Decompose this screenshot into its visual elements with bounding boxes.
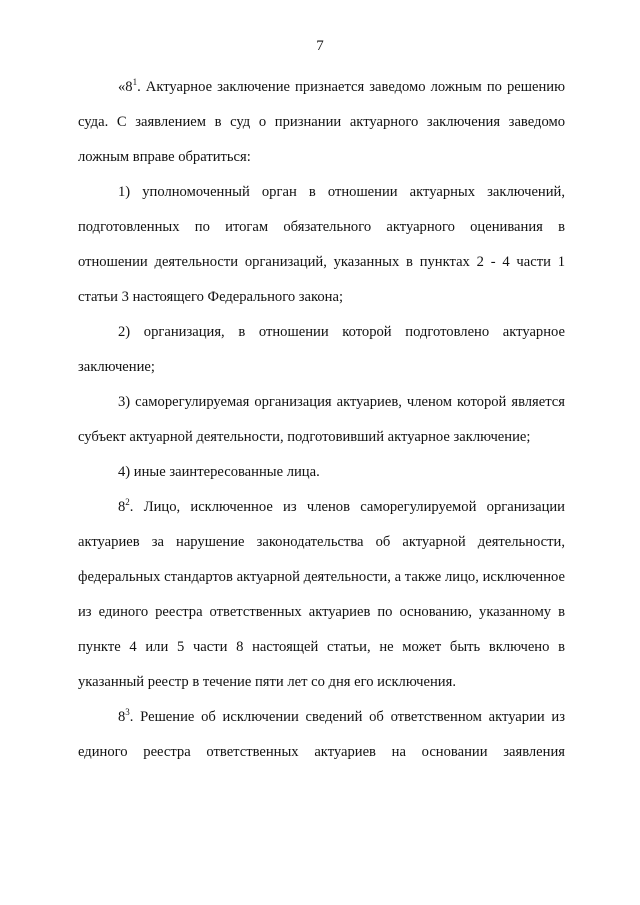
paragraph-8-1 — [78, 70, 565, 175]
list-item-4: 4) иные заинтересованные лица. — [118, 464, 320, 480]
paragraph-8-3-superscript: 3 — [125, 707, 130, 717]
document-body — [78, 70, 565, 770]
paragraph-8-2 — [78, 490, 565, 700]
paragraph-8-3-prefix: 8 — [118, 709, 126, 725]
list-item-1: 1) уполномоченный орган в отношении актуарных заключений, подготовленных по итогам обязательного актуарного оценивания в отношении деятельности организаций, указанных в пунктах 2 - 4 части 1 статьи 3 настоящего Федерального закона; — [78, 184, 565, 305]
paragraph-8-1-superscript: 1 — [132, 77, 138, 87]
paragraph-8-3 — [78, 700, 565, 770]
paragraph-8-1-text: . Актуарное заключение признается заведомо ложным по решению суда. С заявлением в суд о признании актуарного заключения заведомо ложным вправе обратиться: — [78, 79, 565, 165]
paragraph-8-2-text: . Лицо, исключенное из членов саморегулируемой организации актуариев за нарушение законодательства об актуарной деятельности, федеральных стандартов актуарной деятельности, а также лицо, исключенное из единого реестра ответственных актуариев по основанию, указанному в пункте 4 или 5 части 8 настоящей статьи, не может быть включено в указанный реестр в течение пяти лет со дня его исключения. — [78, 499, 565, 690]
page-number: 7 — [316, 38, 324, 54]
paragraph-8-3-text: . Решение об исключении сведений об ответственном актуарии из единого реестра ответственных актуариев на основании заявления — [78, 709, 565, 760]
paragraph-8-2-superscript: 2 — [125, 497, 130, 507]
paragraph-8-2-prefix: 8 — [118, 499, 126, 515]
paragraph-8-1-prefix: «8 — [118, 79, 133, 95]
list-item-3: 3) саморегулируемая организация актуариев, членом которой является субъект актуарной деятельности, подготовивший актуарное заключение; — [78, 394, 565, 445]
list-item-2: 2) организация, в отношении которой подготовлено актуарное заключение; — [78, 324, 565, 375]
